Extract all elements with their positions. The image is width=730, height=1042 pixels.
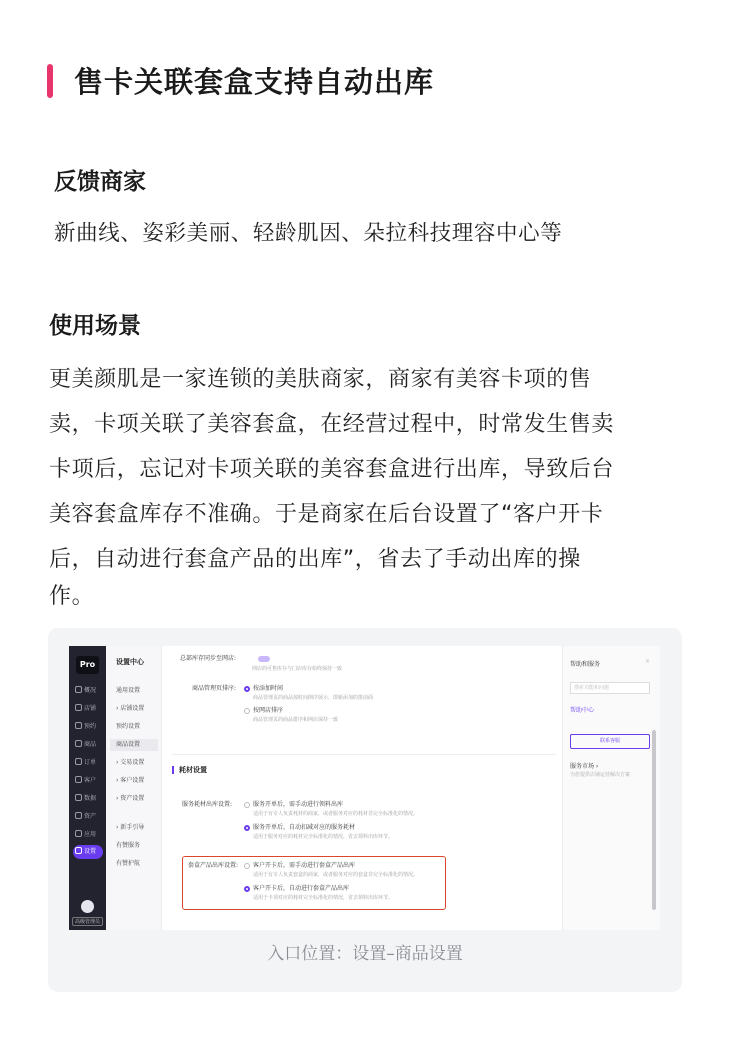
settings-main [162, 646, 562, 930]
sort-opt1-desc: 商品管理页的商品按时间倒序展示，即新添加的排前面 [253, 695, 374, 701]
submenu-item-youzan-service[interactable]: 有赞服务 [116, 842, 141, 849]
customers-icon [75, 776, 82, 783]
box-auto-radio[interactable] [244, 886, 250, 892]
submenu-item-trade[interactable]: › 交易设置 [116, 759, 145, 766]
sort-opt1-label: 按添加时间 [253, 685, 284, 692]
nav-item-orders[interactable]: 订单 [73, 756, 103, 770]
nav-item-goods[interactable]: 商品 [73, 738, 103, 752]
submenu-item-customer[interactable]: › 客户设置 [116, 777, 145, 784]
box-manual-radio[interactable] [244, 863, 250, 869]
settings-screenshot [69, 646, 660, 930]
app-logo: Pro [76, 656, 99, 674]
assets-icon [75, 812, 82, 819]
goods-icon [75, 740, 82, 747]
nav-item-booking[interactable]: 预约 [73, 720, 103, 734]
store-icon [75, 704, 82, 711]
booking-icon [75, 722, 82, 729]
sync-desc: 网店的可售库存与门店库存始终保持一致 [252, 666, 343, 672]
entry-location-caption: 入口位置：设置–商品设置 [267, 944, 463, 964]
submenu-item-youzan-guard[interactable]: 有赞护航 [116, 860, 141, 867]
sort-label: 商品管理页排序: [192, 685, 237, 692]
box-opt2-label: 客户开卡后，自动进行套盒产品出库 [253, 885, 350, 892]
apps-icon [75, 830, 82, 837]
service-label: 服务耗材出库设置: [182, 801, 233, 808]
box-opt1-desc: 适用于有专人负责套盒的商家，或者服务对应的套盒非完全标准化的情况。 [253, 872, 419, 878]
scenario-line: 作。 [49, 584, 95, 609]
admin-role-badge: 高级管理员 [72, 917, 103, 926]
overview-icon [75, 686, 82, 693]
page-title: 售卡关联套盒支持自动出库 [74, 65, 435, 99]
title-accent-bar [47, 64, 53, 98]
scenario-line: 后，自动进行套盒产品的出库”，省去了手动出库的操 [49, 547, 581, 572]
data-icon [75, 794, 82, 801]
nav-item-store[interactable]: 店铺 [73, 702, 103, 716]
service-market-link[interactable]: 服务市场 › [570, 763, 599, 770]
nav-item-overview[interactable]: 概况 [73, 684, 103, 698]
help-search-input[interactable]: 搜索功能和问题 [570, 682, 650, 694]
orders-icon [75, 758, 82, 765]
box-opt1-label: 客户开卡后，需手动进行套盒产品出库 [253, 862, 356, 869]
app-sidebar [69, 646, 106, 930]
help-center-link[interactable]: 帮助中心 [570, 707, 595, 714]
scenario-line: 卡项后，忘记对卡项关联的美容套盒进行出库，导致后台 [49, 457, 615, 482]
avatar[interactable] [81, 900, 94, 913]
nav-item-settings[interactable]: 设置 [73, 845, 103, 859]
submenu-item-store[interactable]: › 店铺设置 [116, 705, 145, 712]
service-opt1-desc: 适用于有专人负责耗材的商家，或者服务对应的耗材非完全标准化的情况。 [253, 811, 419, 817]
submenu-item-assets[interactable]: › 资产设置 [116, 795, 145, 802]
box-opt2-desc: 适用于卡项对应的耗材完全标准化的情况，省去领料出库环节。 [253, 895, 394, 901]
nav-item-apps[interactable]: 应用 [73, 828, 103, 842]
nav-item-customers[interactable]: 客户 [73, 774, 103, 788]
service-market-desc: 为您提供店铺运营解决方案 [570, 772, 631, 778]
feedback-text: 新曲线、姿彩美丽、轻龄肌因、朵拉科技理容中心等 [54, 221, 563, 246]
nav-item-data[interactable]: 数据 [73, 792, 103, 806]
sort-opt2-label: 按网店排序 [253, 707, 284, 714]
help-panel-title: 帮助和服务 [570, 661, 601, 668]
close-icon[interactable]: × [645, 658, 651, 665]
service-opt1-label: 服务开单后，需手动进行领料出库 [253, 801, 344, 808]
sort-opt2-desc: 商品管理页的商品排序和网店保持一致 [253, 717, 339, 723]
help-panel [562, 646, 660, 930]
section-divider [172, 754, 556, 755]
sort-by-time-radio[interactable] [244, 686, 250, 692]
settings-submenu [106, 646, 162, 930]
submenu-item-guide[interactable]: › 新手引导 [116, 824, 145, 831]
sync-label: 总部库存同步至网店: [180, 655, 237, 662]
feedback-heading: 反馈商家 [54, 169, 146, 195]
scenario-line: 更美颜肌是一家连锁的美肤商家，商家有美容卡项的售 [49, 367, 592, 392]
service-manual-radio[interactable] [244, 802, 250, 808]
scenario-line: 美容套盒库存不准确。于是商家在后台设置了“客户开卡 [49, 502, 604, 527]
sync-toggle[interactable] [258, 656, 270, 662]
sort-by-store-radio[interactable] [244, 708, 250, 714]
service-opt2-desc: 适用于服务对应的耗材完全标准化的情况，省去领料出库环节。 [253, 834, 394, 840]
submenu-title: 设置中心 [116, 658, 144, 666]
scenario-line: 卖，卡项关联了美容套盒，在经营过程中，时常发生售卖 [49, 412, 615, 437]
consumable-section-title: 耗材设置 [172, 766, 207, 774]
submenu-item-general[interactable]: 通用设置 [116, 687, 141, 694]
submenu-item-goods[interactable]: 商品设置 [110, 739, 158, 751]
service-auto-radio[interactable] [244, 825, 250, 831]
nav-item-assets[interactable]: 资产 [73, 810, 103, 824]
submenu-item-booking[interactable]: 预约设置 [116, 723, 141, 730]
service-opt2-label: 服务开单后，自动扣减对应的服务耗材 [253, 824, 356, 831]
contact-service-button[interactable]: 联系客服 [570, 734, 650, 749]
scenario-heading: 使用场景 [49, 313, 141, 339]
scrollbar[interactable] [652, 730, 656, 910]
settings-icon [75, 847, 82, 854]
box-label: 套盒产品出库设置: [188, 862, 239, 869]
